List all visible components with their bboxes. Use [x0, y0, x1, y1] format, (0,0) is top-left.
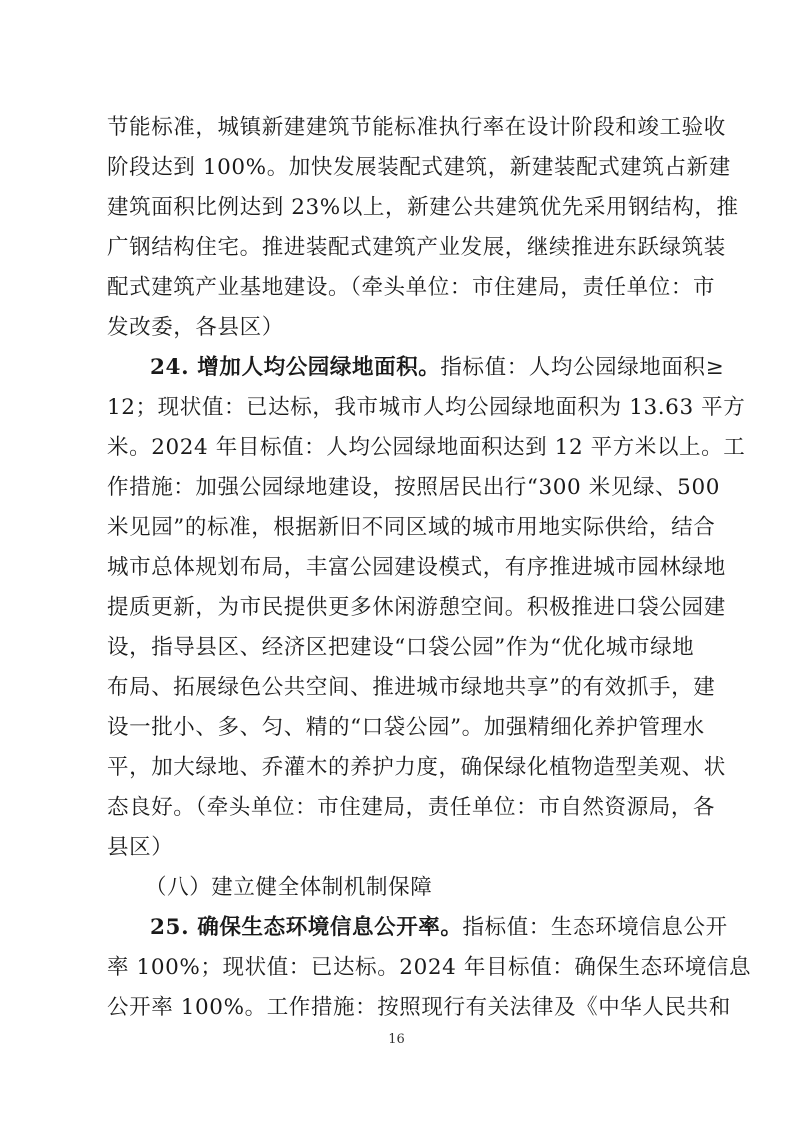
paragraph-line: 设，指导县区、经济区把建设“口袋公园”作为“优化城市绿地: [107, 635, 695, 660]
paragraph-line: 广钢结构住宅。推进装配式建筑产业发展，继续推进东跃绿筑装: [107, 235, 726, 260]
paragraph-line: 米。2024 年目标值：人均公园绿地面积达到 12 平方米以上。工: [107, 435, 746, 460]
paragraph-line: 布局、拓展绿色公共空间、推进城市绿地共享”的有效抓手，建: [107, 675, 716, 700]
paragraph-line: 公开率 100%。工作措施：按照现行有关法律及《中华人民共和: [107, 995, 731, 1020]
item-25-text: 指标值：生态环境信息公开: [462, 915, 728, 940]
paragraph-line: 发改委，各县区）: [107, 315, 284, 340]
paragraph-line: 阶段达到 100%。加快发展装配式建筑，新建装配式建筑占新建: [107, 155, 731, 180]
paragraph-line: 城市总体规划布局，丰富公园建设模式，有序推进城市园林绿地: [107, 555, 726, 580]
section-heading: （八）建立健全体制机制保障: [145, 875, 433, 900]
page-number: 16: [388, 1032, 405, 1047]
item-24-heading: 24. 增加人均公园绿地面积。: [150, 355, 441, 380]
paragraph-line: 12；现状值：已达标，我市城市人均公园绿地面积为 13.63 平方: [107, 395, 746, 420]
paragraph-line: 态良好。（牵头单位：市住建局，责任单位：市自然资源局，各: [107, 795, 716, 820]
item-25-heading: 25. 确保生态环境信息公开率。: [150, 915, 463, 940]
item-24-first-line: [150, 348, 725, 388]
paragraph-line: 米见园”的标准，根据新旧不同区域的城市用地实际供给，结合: [107, 515, 716, 540]
item-24-text: 指标值：人均公园绿地面积≥: [440, 355, 725, 380]
paragraph-line: 建筑面积比例达到 23%以上，新建公共建筑优先采用钢结构，推: [107, 195, 739, 220]
paragraph-line: 县区）: [107, 835, 174, 860]
paragraph-line: 作措施：加强公园绿地建设，按照居民出行“300 米见绿、500: [107, 475, 721, 500]
item-25-first-line: [150, 908, 728, 948]
paragraph-line: 率 100%；现状值：已达标。2024 年目标值：确保生态环境信息: [107, 955, 752, 980]
paragraph-line: 节能标准，城镇新建建筑节能标准执行率在设计阶段和竣工验收: [107, 115, 726, 140]
paragraph-line: 平，加大绿地、乔灌木的养护力度，确保绿化植物造型美观、状: [107, 755, 726, 780]
paragraph-line: 设一批小、多、匀、精的“口袋公园”。加强精细化养护管理水: [107, 715, 705, 740]
paragraph-line: 配式建筑产业基地建设。（牵头单位：市住建局，责任单位：市: [107, 275, 716, 300]
paragraph-line: 提质更新，为市民提供更多休闲游憩空间。积极推进口袋公园建: [107, 595, 726, 620]
